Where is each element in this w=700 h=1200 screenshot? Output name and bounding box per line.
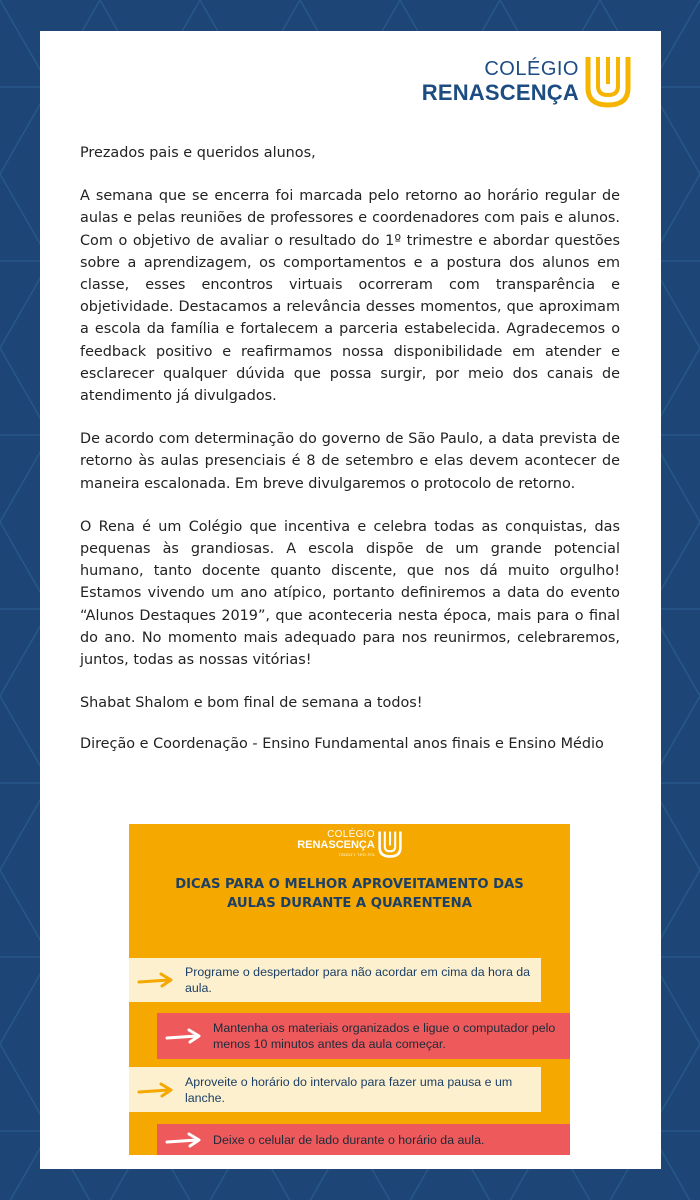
- letter-paragraph-1: A semana que se encerra foi marcada pelo retorno ao horário regular de aulas e pelas reuniões de professores e coordenadores com pais e alunos. Com o objetivo de avaliar o resultado do 1º trimestre e abordar questões sobre a aprendizagem, os comportamentos e a postura dos alunos em classe, esses encontros virtuais ocorreram com transparência e objetividade. Destacamos a relevância desses momentos, que aproximam a escola da família e fortalecem a parceria estabelecida. Agradecemos o feedback positivo e reafirmamos nossa disponibilidade em atender e esclarecer qualquer dúvida que possa surgir, por meio dos canais de atendimento já divulgados.: [80, 188, 620, 405]
- tip-item-3: [129, 1067, 541, 1112]
- tip-text-2: Mantenha os materiais organizados e ligue o computador pelo menos 10 minutos antes da aula começar.: [213, 1021, 556, 1051]
- letter-paragraph-2: De acordo com determinação do governo de São Paulo, a data prevista de retorno às aulas presenciais é 8 de setembro e elas devem acontecer de maneira escalonada. Em breve divulgaremos o protocolo de retorno.: [80, 431, 620, 492]
- card-title: [129, 875, 570, 913]
- letter-paragraph-3: O Rena é um Colégio que incentiva e celebra todas as conquistas, das pequenas às grandiosas. A escola dispõe de um grande potencial humano, tanto docente quanto discente, que nos dá muito orgulho! Estamos vivendo um ano atípico, portanto definiremos a data do evento “Alunos Destaques 2019”, que aconteceria nesta época, mais para o final do ano. No momento mais adequado para nos reunirmos, celebraremos, juntos, todas as nossas vitórias!: [80, 518, 620, 669]
- card-logo-subline: בית ספר רנסנסה: [338, 852, 375, 858]
- letter-greeting: Prezados pais e queridos alunos,: [80, 145, 316, 161]
- letter-closing: Shabat Shalom e bom final de semana a todos!: [80, 695, 423, 712]
- quarantine-tips-card: [129, 824, 570, 1155]
- card-logo-text-colegio: COLÉGIO: [327, 829, 375, 840]
- letter-page: [40, 31, 661, 1169]
- card-title-line-2: AULAS DURANTE A QUARENTENA: [227, 896, 472, 911]
- tip-item-4: [157, 1124, 570, 1155]
- card-title-line-1: DICAS PARA O MELHOR APROVEITAMENTO DAS: [175, 877, 524, 892]
- tip-item-2: [157, 1013, 570, 1059]
- letter-body: [80, 142, 620, 777]
- school-logo: [422, 53, 631, 109]
- tip-text-4: Deixe o celular de lado durante o horário da aula.: [213, 1132, 485, 1147]
- tip-text-1: Programe o despertador para não acordar em cima da hora da aula.: [185, 965, 531, 995]
- card-logo-text-renascenca: RENASCENÇA: [297, 839, 375, 851]
- arrow-icon: [163, 1130, 209, 1150]
- tip-item-1: [129, 958, 541, 1002]
- school-emblem-icon: [585, 54, 631, 108]
- arrow-icon: [135, 1080, 181, 1100]
- letter-signature: Direção e Coordenação - Ensino Fundamental anos finais e Ensino Médio: [80, 736, 604, 753]
- logo-text-colegio: COLÉGIO: [484, 57, 579, 80]
- arrow-icon: [135, 970, 181, 990]
- tip-text-3: Aproveite o horário do intervalo para fazer uma pausa e um lanche.: [185, 1074, 513, 1105]
- card-emblem-icon: [378, 830, 402, 858]
- card-school-logo: [129, 830, 570, 858]
- logo-text-renascenca: RENASCENÇA: [421, 79, 579, 105]
- arrow-icon: [163, 1026, 209, 1046]
